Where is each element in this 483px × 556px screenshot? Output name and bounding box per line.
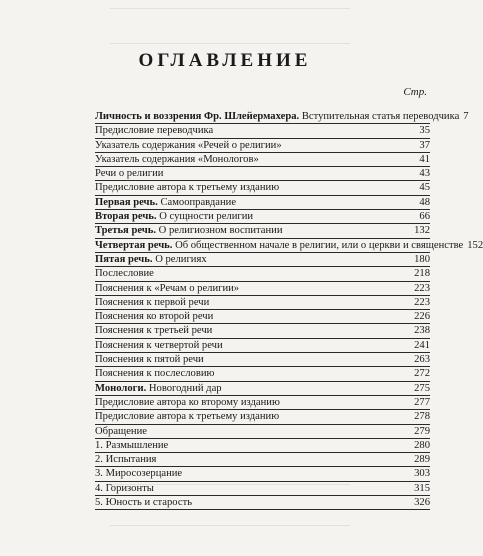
toc-entry-page: 326: [414, 497, 430, 509]
toc-entry: [95, 425, 430, 439]
toc-entry: [95, 353, 430, 367]
toc-entry-page: 43: [419, 168, 430, 180]
toc-entry-page: 66: [419, 211, 430, 223]
toc-entry-page: 277: [414, 396, 430, 408]
toc-entry-page: 278: [414, 411, 430, 423]
toc-entry-title: Новогодний дар: [146, 382, 222, 394]
toc-entry: [95, 153, 430, 167]
page-column-label: Стр.: [403, 86, 427, 98]
toc-entry-heading: Монологи.: [95, 382, 147, 394]
toc-entry: [95, 482, 430, 496]
toc-entry: [95, 296, 430, 310]
toc-entry-page: 303: [414, 468, 430, 480]
bleed-through-top: [110, 8, 350, 44]
toc-entry: [95, 124, 430, 138]
toc-entry-page: 263: [414, 354, 430, 366]
toc-entry-title: Речи о религии: [95, 168, 164, 180]
table-of-contents: [95, 110, 483, 510]
toc-entry-title: Предисловие переводчика: [95, 125, 214, 137]
toc-entry-title: 4. Горизонты: [95, 482, 154, 494]
toc-entry-page: 41: [419, 153, 430, 165]
toc-entry: [95, 439, 430, 453]
toc-entry-title: Пояснения к четвертой речи: [95, 339, 223, 351]
toc-entry-title: Пояснения к первой речи: [95, 296, 210, 308]
toc-entry-title: 2. Испытания: [95, 454, 157, 466]
toc-entry-title: 3. Миросозерцание: [95, 468, 183, 480]
toc-entry-page: 35: [419, 125, 430, 137]
toc-entry-title: Предисловие автора ко второму изданию: [95, 396, 280, 408]
toc-entry-page: 315: [414, 482, 430, 494]
toc-entry-title: Самооправдание: [157, 196, 237, 208]
toc-entry-page: 223: [414, 282, 430, 294]
toc-entry: [95, 496, 430, 510]
toc-entry-title: Вступительная статья переводчика: [299, 111, 460, 122]
toc-entry-title: Предисловие автора к третьему изданию: [95, 411, 280, 423]
toc-entry-title: 1. Размышление: [95, 439, 169, 451]
toc-entry-page: 45: [419, 182, 430, 194]
toc-entry: [95, 310, 430, 324]
toc-entry-title: Обращение: [95, 425, 147, 437]
toc-entry: [95, 239, 483, 253]
toc-entry-title: О сущности религии: [156, 211, 254, 223]
toc-entry-page: 152: [467, 239, 483, 251]
toc-entry-page: 226: [414, 311, 430, 323]
toc-entry: [95, 453, 430, 467]
toc-entry: [95, 224, 430, 238]
toc-entry-page: 289: [414, 454, 430, 466]
toc-entry-heading: Четвертая речь.: [95, 239, 173, 251]
toc-entry-heading: Личность и воззрения Фр. Шлейермахера.: [95, 111, 300, 122]
toc-entry: [95, 139, 430, 153]
toc-entry-page: 279: [414, 425, 430, 437]
toc-entry: [95, 410, 430, 424]
toc-entry-page: 280: [414, 439, 430, 451]
toc-entry-title: Послесловие: [95, 268, 154, 280]
toc-entry-title: 5. Юность и старость: [95, 497, 193, 509]
toc-entry: [95, 396, 430, 410]
toc-entry-title: Указатель содержания «Монологов»: [95, 153, 259, 165]
toc-entry-title: Пояснения к «Речам о религии»: [95, 282, 240, 294]
toc-entry: [95, 181, 430, 195]
toc-entry-page: 223: [414, 296, 430, 308]
toc-entry-title: О религиях: [152, 253, 207, 265]
toc-entry: [95, 382, 430, 396]
toc-entry-title: О религиозном воспитании: [156, 225, 283, 237]
toc-entry-heading: Пятая речь.: [95, 253, 153, 265]
toc-entry-title: Об общественном начале в религии, или о церкви и священстве: [172, 239, 464, 251]
toc-entry: [95, 110, 469, 124]
toc-entry: [95, 196, 430, 210]
toc-entry-heading: Вторая речь.: [95, 211, 157, 223]
page-title: ОГЛАВЛЕНИЕ: [138, 50, 312, 71]
toc-entry: [95, 282, 430, 296]
toc-entry-title: Предисловие автора к третьему изданию: [95, 182, 280, 194]
toc-entry-page: 238: [414, 325, 430, 337]
toc-entry: [95, 167, 430, 181]
toc-entry: [95, 267, 430, 281]
toc-entry: [95, 210, 430, 224]
toc-entry-title: Пояснения к пятой речи: [95, 354, 204, 366]
toc-entry-page: 180: [414, 253, 430, 265]
toc-entry-page: 241: [414, 339, 430, 351]
toc-entry: [95, 253, 430, 267]
toc-entry-title: Указатель содержания «Речей о религии»: [95, 139, 282, 151]
toc-entry-title: Пояснения к послесловию: [95, 368, 215, 380]
toc-entry-page: 218: [414, 268, 430, 280]
toc-entry-heading: Первая речь.: [95, 196, 158, 208]
toc-entry: [95, 367, 430, 381]
toc-entry-page: 272: [414, 368, 430, 380]
toc-entry-page: 275: [414, 382, 430, 394]
toc-entry-heading: Третья речь.: [95, 225, 156, 237]
toc-entry-page: 132: [414, 225, 430, 237]
toc-entry: [95, 467, 430, 481]
toc-entry: [95, 339, 430, 353]
toc-entry-title: Пояснения к третьей речи: [95, 325, 213, 337]
toc-entry-title: Пояснения ко второй речи: [95, 311, 214, 323]
toc-entry: [95, 324, 430, 338]
toc-entry-page: 37: [419, 139, 430, 151]
toc-entry-page: 48: [419, 196, 430, 208]
toc-entry-page: 7: [463, 111, 469, 122]
